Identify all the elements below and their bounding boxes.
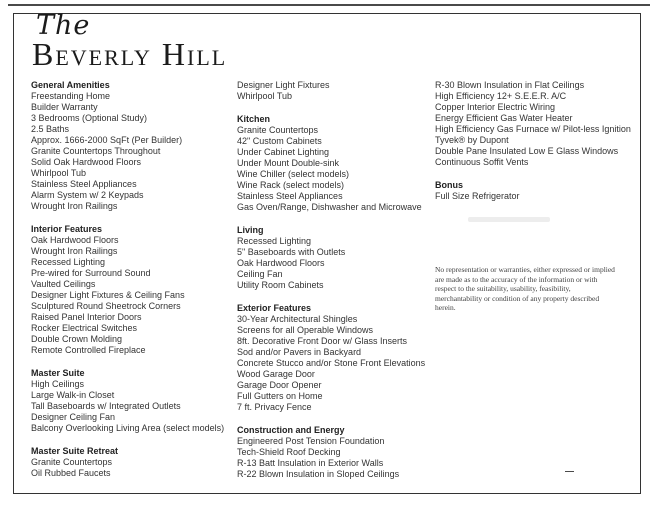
- feature-item: Screens for all Operable Windows: [237, 325, 374, 335]
- feature-item: Ceiling Fan: [237, 269, 283, 279]
- feature-item: Granite Countertops: [237, 125, 319, 135]
- column-2: [237, 80, 431, 492]
- feature-section: [31, 446, 233, 479]
- feature-item: Garage Door Opener: [237, 380, 322, 390]
- section-heading: Interior Features: [31, 224, 103, 234]
- feature-item: 42" Custom Cabinets: [237, 136, 322, 146]
- disclaimer-text: No representation or warranties, either expressed or implied are made as to the accuracy of the information or with respect to the suitability, usability, feasibility, merchantability or condition of any property described herein.: [435, 265, 615, 312]
- feature-item: Wine Chiller (select models): [237, 169, 350, 179]
- feature-item: High Efficiency Gas Furnace w/ Pilot-less Ignition: [435, 124, 631, 134]
- scan-artifact-dash: [565, 471, 574, 472]
- page-title: Beverly Hill: [32, 36, 228, 72]
- feature-item: Solid Oak Hardwood Floors: [31, 157, 142, 167]
- section-heading: General Amenities: [31, 80, 110, 90]
- feature-item: Double Pane Insulated Low E Glass Windows: [435, 146, 619, 156]
- feature-item: Vaulted Ceilings: [31, 279, 96, 289]
- feature-item: Recessed Lighting: [237, 236, 312, 246]
- feature-item: Sod and/or Pavers in Backyard: [237, 347, 362, 357]
- feature-item: Energy Efficient Gas Water Heater: [435, 113, 573, 123]
- feature-item: R-30 Blown Insulation in Flat Ceilings: [435, 80, 585, 90]
- feature-section: [237, 80, 431, 102]
- feature-section: [237, 303, 431, 413]
- scan-artifact-smudge: [468, 217, 550, 222]
- feature-item: Stainless Steel Appliances: [31, 179, 137, 189]
- feature-item: Under Cabinet Lighting: [237, 147, 330, 157]
- feature-item: Double Crown Molding: [31, 334, 123, 344]
- feature-item: Approx. 1666-2000 SqFt (Per Builder): [31, 135, 183, 145]
- scan-artifact-top-line: [8, 4, 650, 6]
- feature-item: 5" Baseboards with Outlets: [237, 247, 346, 257]
- feature-item: Designer Ceiling Fan: [31, 412, 116, 422]
- feature-item: Balcony Overlooking Living Area (select models): [31, 423, 225, 433]
- feature-item: Under Mount Double-sink: [237, 158, 340, 168]
- feature-item: Tyvek® by Dupont: [435, 135, 509, 145]
- feature-section: [237, 225, 431, 291]
- feature-item: Oak Hardwood Floors: [31, 235, 119, 245]
- brand-script-word: The: [36, 10, 91, 41]
- column-3: [435, 80, 633, 313]
- feature-item: Builder Warranty: [31, 102, 98, 112]
- feature-item: High Ceilings: [31, 379, 85, 389]
- feature-item: Wrought Iron Railings: [31, 246, 118, 256]
- feature-item: 7 ft. Privacy Fence: [237, 402, 312, 412]
- feature-section: [435, 80, 633, 168]
- feature-item: 3 Bedrooms (Optional Study): [31, 113, 148, 123]
- feature-section: [237, 114, 431, 213]
- feature-item: Designer Light Fixtures: [237, 80, 330, 90]
- feature-section: [31, 224, 233, 356]
- feature-item: Full Size Refrigerator: [435, 191, 520, 201]
- feature-item: Continuous Soffit Vents: [435, 157, 529, 167]
- feature-item: Granite Countertops: [31, 457, 113, 467]
- section-heading: Construction and Energy: [237, 425, 345, 435]
- feature-section: [237, 425, 431, 480]
- feature-item: Whirlpool Tub: [237, 91, 293, 101]
- section-heading: Living: [237, 225, 264, 235]
- feature-item: Pre-wired for Surround Sound: [31, 268, 151, 278]
- feature-item: Utility Room Cabinets: [237, 280, 324, 290]
- feature-item: Designer Light Fixtures & Ceiling Fans: [31, 290, 185, 300]
- feature-item: R-13 Batt Insulation in Exterior Walls: [237, 458, 384, 468]
- feature-item: Gas Oven/Range, Dishwasher and Microwave: [237, 202, 422, 212]
- feature-item: Alarm System w/ 2 Keypads: [31, 190, 144, 200]
- feature-item: Sculptured Round Sheetrock Corners: [31, 301, 181, 311]
- section-heading: Kitchen: [237, 114, 271, 124]
- feature-item: Stainless Steel Appliances: [237, 191, 343, 201]
- feature-item: Whirlpool Tub: [31, 168, 87, 178]
- feature-item: Freestanding Home: [31, 91, 111, 101]
- section-heading: Master Suite Retreat: [31, 446, 119, 456]
- feature-item: 30-Year Architectural Shingles: [237, 314, 358, 324]
- feature-item: Wine Rack (select models): [237, 180, 345, 190]
- feature-item: Raised Panel Interior Doors: [31, 312, 142, 322]
- feature-item: Wood Garage Door: [237, 369, 315, 379]
- feature-item: Engineered Post Tension Foundation: [237, 436, 385, 446]
- feature-item: Wrought Iron Railings: [31, 201, 118, 211]
- feature-item: Large Walk-in Closet: [31, 390, 115, 400]
- feature-item: High Efficiency 12+ S.E.E.R. A/C: [435, 91, 567, 101]
- feature-section: [31, 368, 233, 434]
- feature-section: [435, 180, 633, 202]
- feature-item: 2.5 Baths: [31, 124, 70, 134]
- feature-item: Oil Rubbed Faucets: [31, 468, 111, 478]
- feature-item: R-22 Blown Insulation in Sloped Ceilings: [237, 469, 400, 479]
- feature-item: 8ft. Decorative Front Door w/ Glass Inserts: [237, 336, 408, 346]
- feature-item: Full Gutters on Home: [237, 391, 323, 401]
- feature-item: Tech-Shield Roof Decking: [237, 447, 341, 457]
- feature-item: Oak Hardwood Floors: [237, 258, 325, 268]
- feature-item: Granite Countertops Throughout: [31, 146, 161, 156]
- section-heading: Exterior Features: [237, 303, 312, 313]
- feature-item: Recessed Lighting: [31, 257, 106, 267]
- section-heading: Bonus: [435, 180, 463, 190]
- feature-item: Rocker Electrical Switches: [31, 323, 138, 333]
- feature-item: Concrete Stucco and/or Stone Front Elevations: [237, 358, 426, 368]
- section-heading: Master Suite: [31, 368, 85, 378]
- feature-item: Copper Interior Electric Wiring: [435, 102, 556, 112]
- feature-section: [31, 80, 233, 212]
- feature-item: Tall Baseboards w/ Integrated Outlets: [31, 401, 181, 411]
- feature-item: Remote Controlled Fireplace: [31, 345, 146, 355]
- column-1: [31, 80, 233, 491]
